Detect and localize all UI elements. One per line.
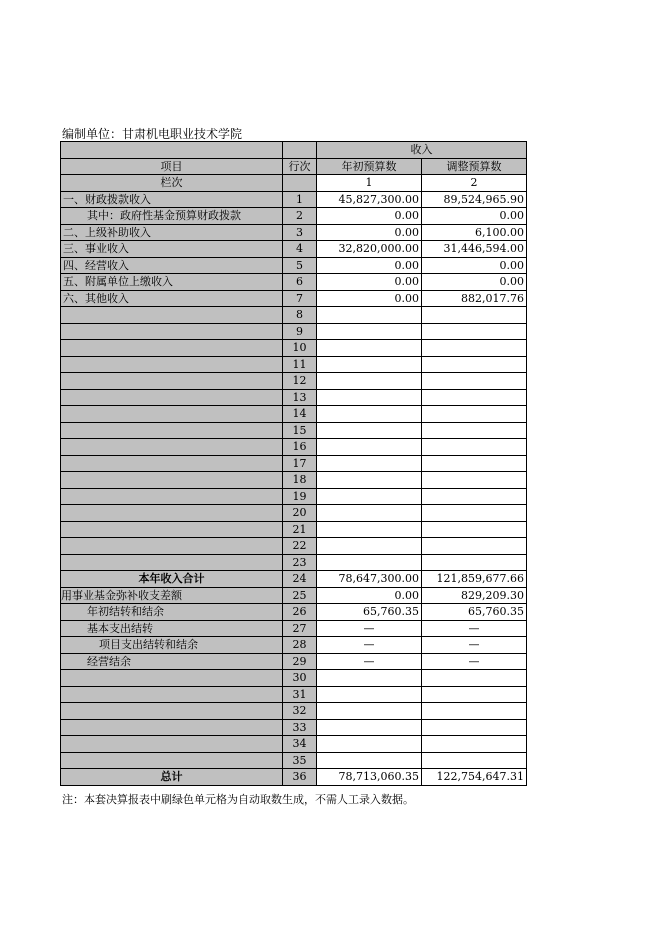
row-number: 10 — [283, 340, 317, 357]
row-item-label — [61, 686, 283, 703]
row-item-label — [61, 703, 283, 720]
row-number: 13 — [283, 389, 317, 406]
row-initial-budget — [317, 389, 422, 406]
table-row — [61, 686, 527, 703]
row-initial-budget — [317, 406, 422, 423]
row-number: 25 — [283, 587, 317, 604]
row-initial-budget — [317, 455, 422, 472]
row-item-label — [61, 340, 283, 357]
row-initial-budget: 0.00 — [317, 208, 422, 225]
row-item-label — [61, 521, 283, 538]
table-row — [61, 571, 527, 588]
row-number: 4 — [283, 241, 317, 258]
row-initial-budget: 45,827,300.00 — [317, 191, 422, 208]
row-adjusted-budget — [422, 736, 527, 753]
row-adjusted-budget — [422, 340, 527, 357]
row-adjusted-budget: 122,754,647.31 — [422, 769, 527, 786]
row-initial-budget — [317, 472, 422, 489]
row-adjusted-budget — [422, 323, 527, 340]
row-number: 16 — [283, 439, 317, 456]
row-adjusted-budget — [422, 406, 527, 423]
row-initial-budget — [317, 340, 422, 357]
row-adjusted-budget — [422, 538, 527, 555]
row-initial-budget — [317, 521, 422, 538]
row-adjusted-budget — [422, 373, 527, 390]
table-row — [61, 637, 527, 654]
row-initial-budget — [317, 670, 422, 687]
table-row — [61, 241, 527, 258]
row-item-label: 经营结余 — [61, 653, 283, 670]
row-item-label: 三、事业收入 — [61, 241, 283, 258]
header-income-group: 收入 — [317, 142, 527, 159]
row-initial-budget — [317, 505, 422, 522]
row-number: 12 — [283, 373, 317, 390]
row-number: 24 — [283, 571, 317, 588]
row-item-label — [61, 406, 283, 423]
revenue-budget-table — [60, 141, 527, 786]
row-number: 28 — [283, 637, 317, 654]
row-number: 35 — [283, 752, 317, 769]
row-number: 3 — [283, 224, 317, 241]
table-row — [61, 290, 527, 307]
row-item-label — [61, 439, 283, 456]
table-row — [61, 488, 527, 505]
row-number: 6 — [283, 274, 317, 291]
header-initial-budget: 年初预算数 — [317, 158, 422, 175]
table-row — [61, 455, 527, 472]
reporting-unit-label: 编制单位：甘肃机电职业技术学院 — [62, 127, 243, 141]
row-adjusted-budget: — — [422, 620, 527, 637]
row-item-label — [61, 307, 283, 324]
row-item-label — [61, 356, 283, 373]
row-item-label: 用事业基金弥补收支差额 — [61, 587, 283, 604]
row-adjusted-budget — [422, 389, 527, 406]
row-initial-budget — [317, 488, 422, 505]
row-initial-budget: 65,760.35 — [317, 604, 422, 621]
row-number: 18 — [283, 472, 317, 489]
table-row — [61, 538, 527, 555]
table-row — [61, 769, 527, 786]
row-initial-budget: — — [317, 637, 422, 654]
table-row — [61, 521, 527, 538]
row-number: 14 — [283, 406, 317, 423]
header-row-no: 行次 — [283, 158, 317, 175]
row-adjusted-budget: — — [422, 653, 527, 670]
row-item-label — [61, 422, 283, 439]
row-initial-budget — [317, 752, 422, 769]
row-adjusted-budget — [422, 307, 527, 324]
row-number: 15 — [283, 422, 317, 439]
header-column-index-label: 栏次 — [61, 175, 283, 192]
row-number: 21 — [283, 521, 317, 538]
row-adjusted-budget — [422, 752, 527, 769]
row-initial-budget — [317, 422, 422, 439]
row-number: 9 — [283, 323, 317, 340]
header-blank-cell — [283, 142, 317, 159]
row-item-label — [61, 488, 283, 505]
row-item-label: 一、财政拨款收入 — [61, 191, 283, 208]
row-item-label — [61, 752, 283, 769]
header-group-row — [61, 142, 527, 159]
row-adjusted-budget: — — [422, 637, 527, 654]
table-row — [61, 670, 527, 687]
row-initial-budget — [317, 373, 422, 390]
row-item-label — [61, 323, 283, 340]
row-initial-budget: — — [317, 653, 422, 670]
row-initial-budget — [317, 703, 422, 720]
table-row — [61, 719, 527, 736]
row-initial-budget: — — [317, 620, 422, 637]
row-item-label: 二、上级补助收入 — [61, 224, 283, 241]
table-row — [61, 653, 527, 670]
row-adjusted-budget — [422, 488, 527, 505]
row-adjusted-budget: 89,524,965.90 — [422, 191, 527, 208]
row-item-label: 其中：政府性基金预算财政拨款 — [61, 208, 283, 225]
row-initial-budget: 32,820,000.00 — [317, 241, 422, 258]
row-initial-budget — [317, 736, 422, 753]
row-item-label: 本年收入合计 — [61, 571, 283, 588]
row-adjusted-budget: 0.00 — [422, 208, 527, 225]
row-adjusted-budget — [422, 439, 527, 456]
row-number: 31 — [283, 686, 317, 703]
row-adjusted-budget: 121,859,677.66 — [422, 571, 527, 588]
table-row — [61, 505, 527, 522]
row-item-label: 基本支出结转 — [61, 620, 283, 637]
row-adjusted-budget — [422, 455, 527, 472]
row-item-label — [61, 736, 283, 753]
row-adjusted-budget — [422, 505, 527, 522]
row-initial-budget: 0.00 — [317, 257, 422, 274]
row-adjusted-budget — [422, 719, 527, 736]
row-initial-budget: 0.00 — [317, 224, 422, 241]
table-row — [61, 307, 527, 324]
header-columns-row — [61, 158, 527, 175]
header-initial-index: 1 — [317, 175, 422, 192]
row-item-label: 六、其他收入 — [61, 290, 283, 307]
row-number: 7 — [283, 290, 317, 307]
row-adjusted-budget: 0.00 — [422, 257, 527, 274]
row-initial-budget: 0.00 — [317, 587, 422, 604]
header-item: 项目 — [61, 158, 283, 175]
row-adjusted-budget: 65,760.35 — [422, 604, 527, 621]
row-number: 17 — [283, 455, 317, 472]
table-row — [61, 323, 527, 340]
row-adjusted-budget — [422, 521, 527, 538]
table-row — [61, 406, 527, 423]
table-row — [61, 587, 527, 604]
table-row — [61, 620, 527, 637]
row-number: 19 — [283, 488, 317, 505]
row-item-label: 四、经营收入 — [61, 257, 283, 274]
row-number: 30 — [283, 670, 317, 687]
header-index-row — [61, 175, 527, 192]
row-adjusted-budget — [422, 554, 527, 571]
row-initial-budget: 78,713,060.35 — [317, 769, 422, 786]
row-number: 8 — [283, 307, 317, 324]
row-adjusted-budget — [422, 472, 527, 489]
row-adjusted-budget — [422, 703, 527, 720]
table-row — [61, 389, 527, 406]
row-item-label: 总计 — [61, 769, 283, 786]
row-item-label — [61, 719, 283, 736]
header-adjusted-budget: 调整预算数 — [422, 158, 527, 175]
table-row — [61, 224, 527, 241]
table-row — [61, 554, 527, 571]
row-item-label — [61, 505, 283, 522]
row-number: 33 — [283, 719, 317, 736]
row-number: 27 — [283, 620, 317, 637]
row-adjusted-budget — [422, 686, 527, 703]
row-item-label: 项目支出结转和结余 — [61, 637, 283, 654]
row-initial-budget: 0.00 — [317, 290, 422, 307]
table-row — [61, 340, 527, 357]
row-item-label — [61, 389, 283, 406]
row-number: 22 — [283, 538, 317, 555]
row-initial-budget — [317, 719, 422, 736]
row-item-label — [61, 554, 283, 571]
row-initial-budget: 78,647,300.00 — [317, 571, 422, 588]
table-row — [61, 439, 527, 456]
row-adjusted-budget: 0.00 — [422, 274, 527, 291]
header-blank-cell — [283, 175, 317, 192]
row-number: 2 — [283, 208, 317, 225]
row-initial-budget — [317, 554, 422, 571]
table-row — [61, 752, 527, 769]
header-blank-cell — [61, 142, 283, 159]
table-row — [61, 373, 527, 390]
row-initial-budget — [317, 686, 422, 703]
row-number: 1 — [283, 191, 317, 208]
row-initial-budget — [317, 323, 422, 340]
table-row — [61, 604, 527, 621]
row-number: 34 — [283, 736, 317, 753]
table-row — [61, 274, 527, 291]
row-adjusted-budget: 829,209.30 — [422, 587, 527, 604]
row-item-label: 年初结转和结余 — [61, 604, 283, 621]
row-item-label — [61, 670, 283, 687]
table-row — [61, 356, 527, 373]
table-row — [61, 208, 527, 225]
row-number: 32 — [283, 703, 317, 720]
footnote: 注：本套决算报表中刷绿色单元格为自动取数生成，不需人工录入数据。 — [62, 793, 414, 806]
row-number: 5 — [283, 257, 317, 274]
row-item-label — [61, 455, 283, 472]
row-adjusted-budget — [422, 670, 527, 687]
row-adjusted-budget — [422, 422, 527, 439]
row-item-label — [61, 373, 283, 390]
row-adjusted-budget: 882,017.76 — [422, 290, 527, 307]
row-initial-budget: 0.00 — [317, 274, 422, 291]
table-row — [61, 703, 527, 720]
table-row — [61, 422, 527, 439]
row-adjusted-budget: 6,100.00 — [422, 224, 527, 241]
row-number: 23 — [283, 554, 317, 571]
table-row — [61, 191, 527, 208]
row-number: 26 — [283, 604, 317, 621]
row-number: 29 — [283, 653, 317, 670]
row-initial-budget — [317, 439, 422, 456]
row-item-label: 五、附属单位上缴收入 — [61, 274, 283, 291]
row-item-label — [61, 472, 283, 489]
table-row — [61, 736, 527, 753]
row-initial-budget — [317, 538, 422, 555]
row-adjusted-budget: 31,446,594.00 — [422, 241, 527, 258]
table-row — [61, 472, 527, 489]
row-number: 36 — [283, 769, 317, 786]
row-initial-budget — [317, 307, 422, 324]
row-adjusted-budget — [422, 356, 527, 373]
header-adjusted-index: 2 — [422, 175, 527, 192]
row-item-label — [61, 538, 283, 555]
table-row — [61, 257, 527, 274]
row-number: 20 — [283, 505, 317, 522]
row-initial-budget — [317, 356, 422, 373]
row-number: 11 — [283, 356, 317, 373]
